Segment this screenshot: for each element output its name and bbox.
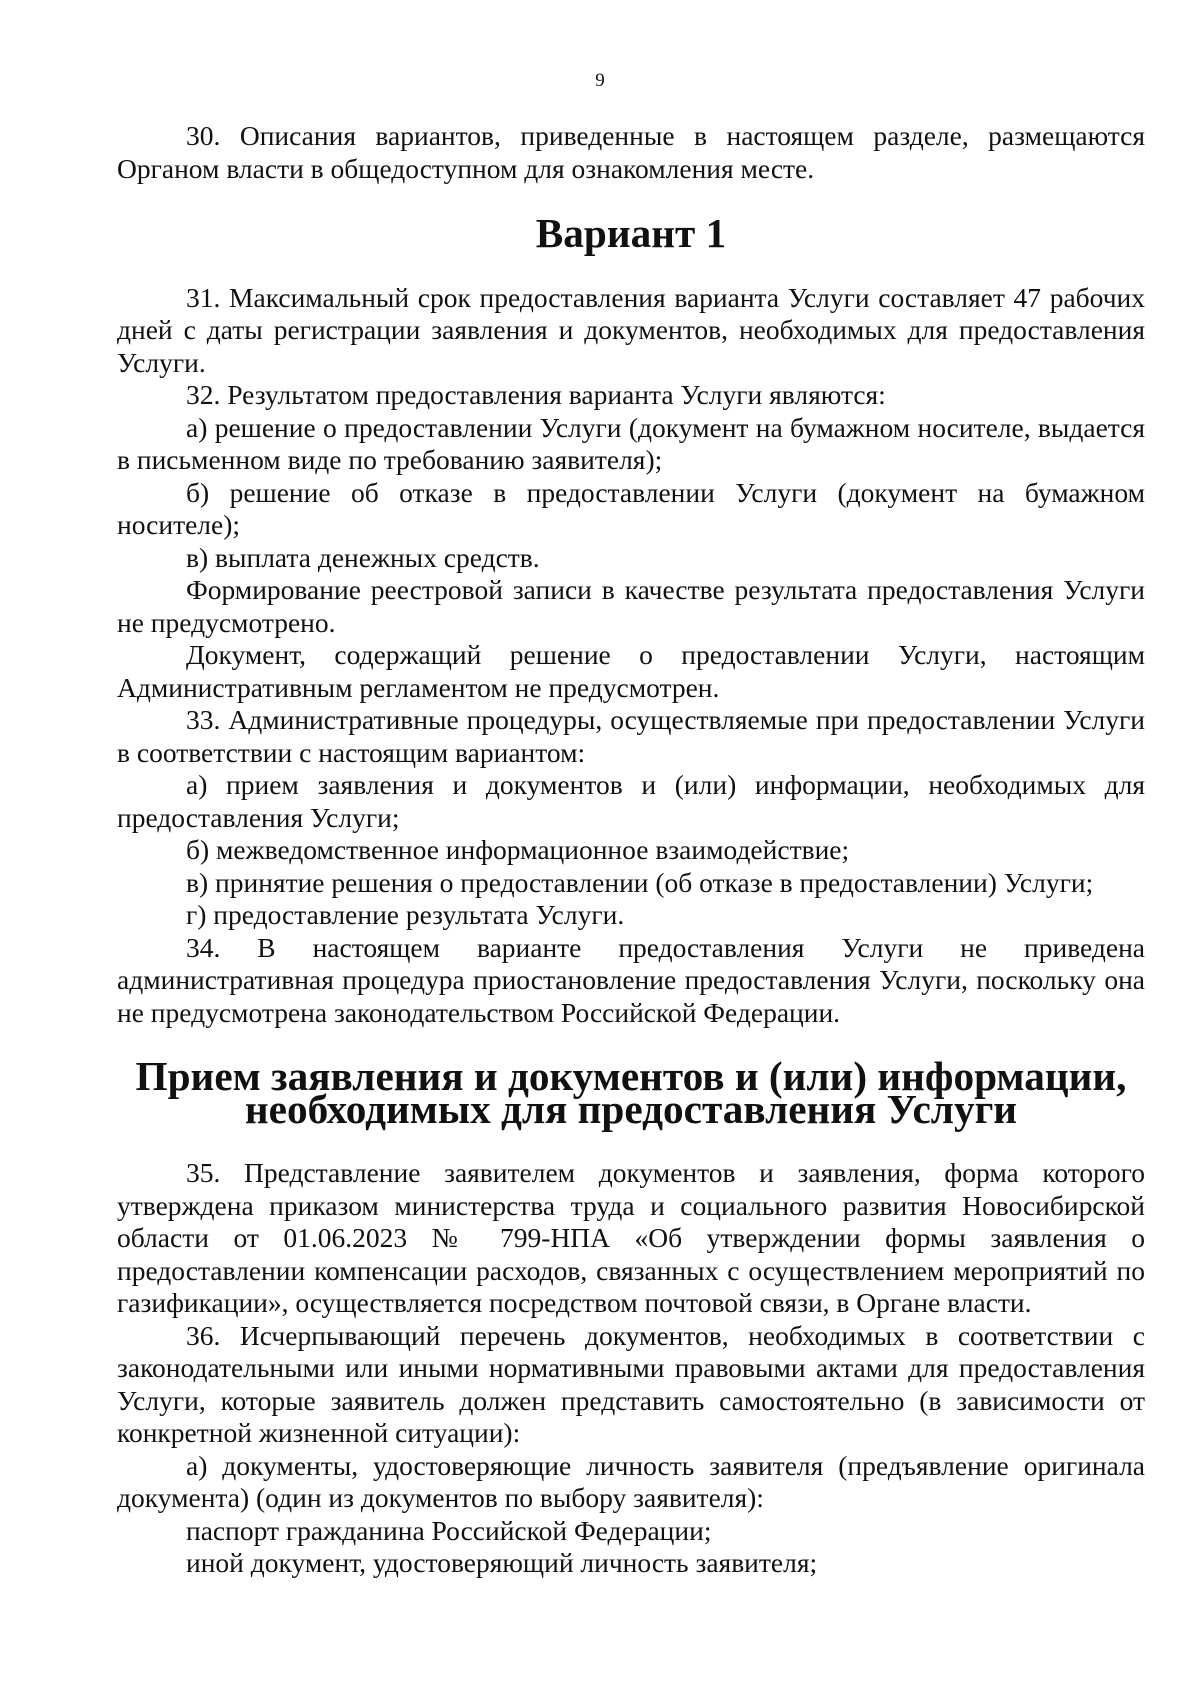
paragraph-other-id: иной документ, удостоверяющий личность заявителя; — [186, 1547, 818, 1578]
document-body — [117, 120, 1145, 1580]
heading-variant-1: Вариант 1 — [535, 210, 727, 256]
paragraph-36: 36. Исчерпывающий перечень документов, необходимых в соответствии с законодательными или иными нормативными правовыми актами для предоставления Услуги, которые заявитель должен представить самостоятельно (в зависимости от конкретной жизненной ситуации): — [117, 1319, 1145, 1448]
heading-application-intake: Прием заявления и документов и (или) информации, необходимых для предоставления Услуги — [135, 1053, 1127, 1132]
paragraph-33-a: а) прием заявления и документов и (или) информации, необходимых для предоставления Услуги; — [117, 769, 1145, 833]
paragraph-decision-document: Документ, содержащий решение о предоставлении Услуги, настоящим Административным регламентом не предусмотрен. — [117, 639, 1145, 703]
paragraph-32-a: а) решение о предоставлении Услуги (документ на бумажном носителе, выдается в письменном виде по требованию заявителя); — [117, 411, 1145, 475]
paragraph-32: 32. Результатом предоставления варианта Услуги являются: — [186, 379, 886, 410]
paragraph-32-b: б) решение об отказе в предоставлении Услуги (документ на бумажном носителе); — [117, 476, 1145, 540]
paragraph-33-v: в) принятие решения о предоставлении (об отказе в предоставлении) Услуги; — [186, 866, 1094, 898]
paragraph-34: 34. В настоящем варианте предоставления Услуги не приведена административная процедура приостановление предоставления Услуги, поскольку она не предусмотрена законодательством Российской Федерации. — [117, 931, 1145, 1028]
paragraph-passport: паспорт гражданина Российской Федерации; — [186, 1514, 712, 1546]
paragraph-registry-record: Формирование реестровой записи в качестве результата предоставления Услуги не предусмотрено. — [117, 574, 1145, 638]
paragraph-33: 33. Административные процедуры, осуществляемые при предоставлении Услуги в соответствии с настоящим вариантом: — [117, 704, 1145, 768]
paragraph-36-a: а) документы, удостоверяющие личность заявителя (предъявление оригинала документа) (один из документов по выбору заявителя): — [117, 1449, 1145, 1513]
paragraph-35: 35. Представление заявителем документов и заявления, форма которого утверждена приказом министерства труда и социального развития Новосибирской области от 01.06.2023 № 799-НПА «Об утверждении формы заявления о предоставлении компенсации расходов, связанных с осуществлением мероприятий по газификации», осуществляется посредством почтовой связи, в Органе власти. — [117, 1157, 1145, 1318]
paragraph-30: 30. Описания вариантов, приведенные в настоящем разделе, размещаются Органом власти в общедоступном для ознакомления месте. — [117, 120, 1145, 184]
paragraph-33-g: г) предоставление результата Услуги. — [186, 899, 625, 930]
page-number: 9 — [595, 70, 605, 91]
paragraph-33-b: б) межведомственное информационное взаимодействие; — [186, 834, 850, 865]
paragraph-31: 31. Максимальный срок предоставления варианта Услуги составляет 47 рабочих дней с даты регистрации заявления и документов, необходимых для предоставления Услуги. — [117, 281, 1145, 378]
paragraph-32-v: в) выплата денежных средств. — [186, 541, 540, 573]
